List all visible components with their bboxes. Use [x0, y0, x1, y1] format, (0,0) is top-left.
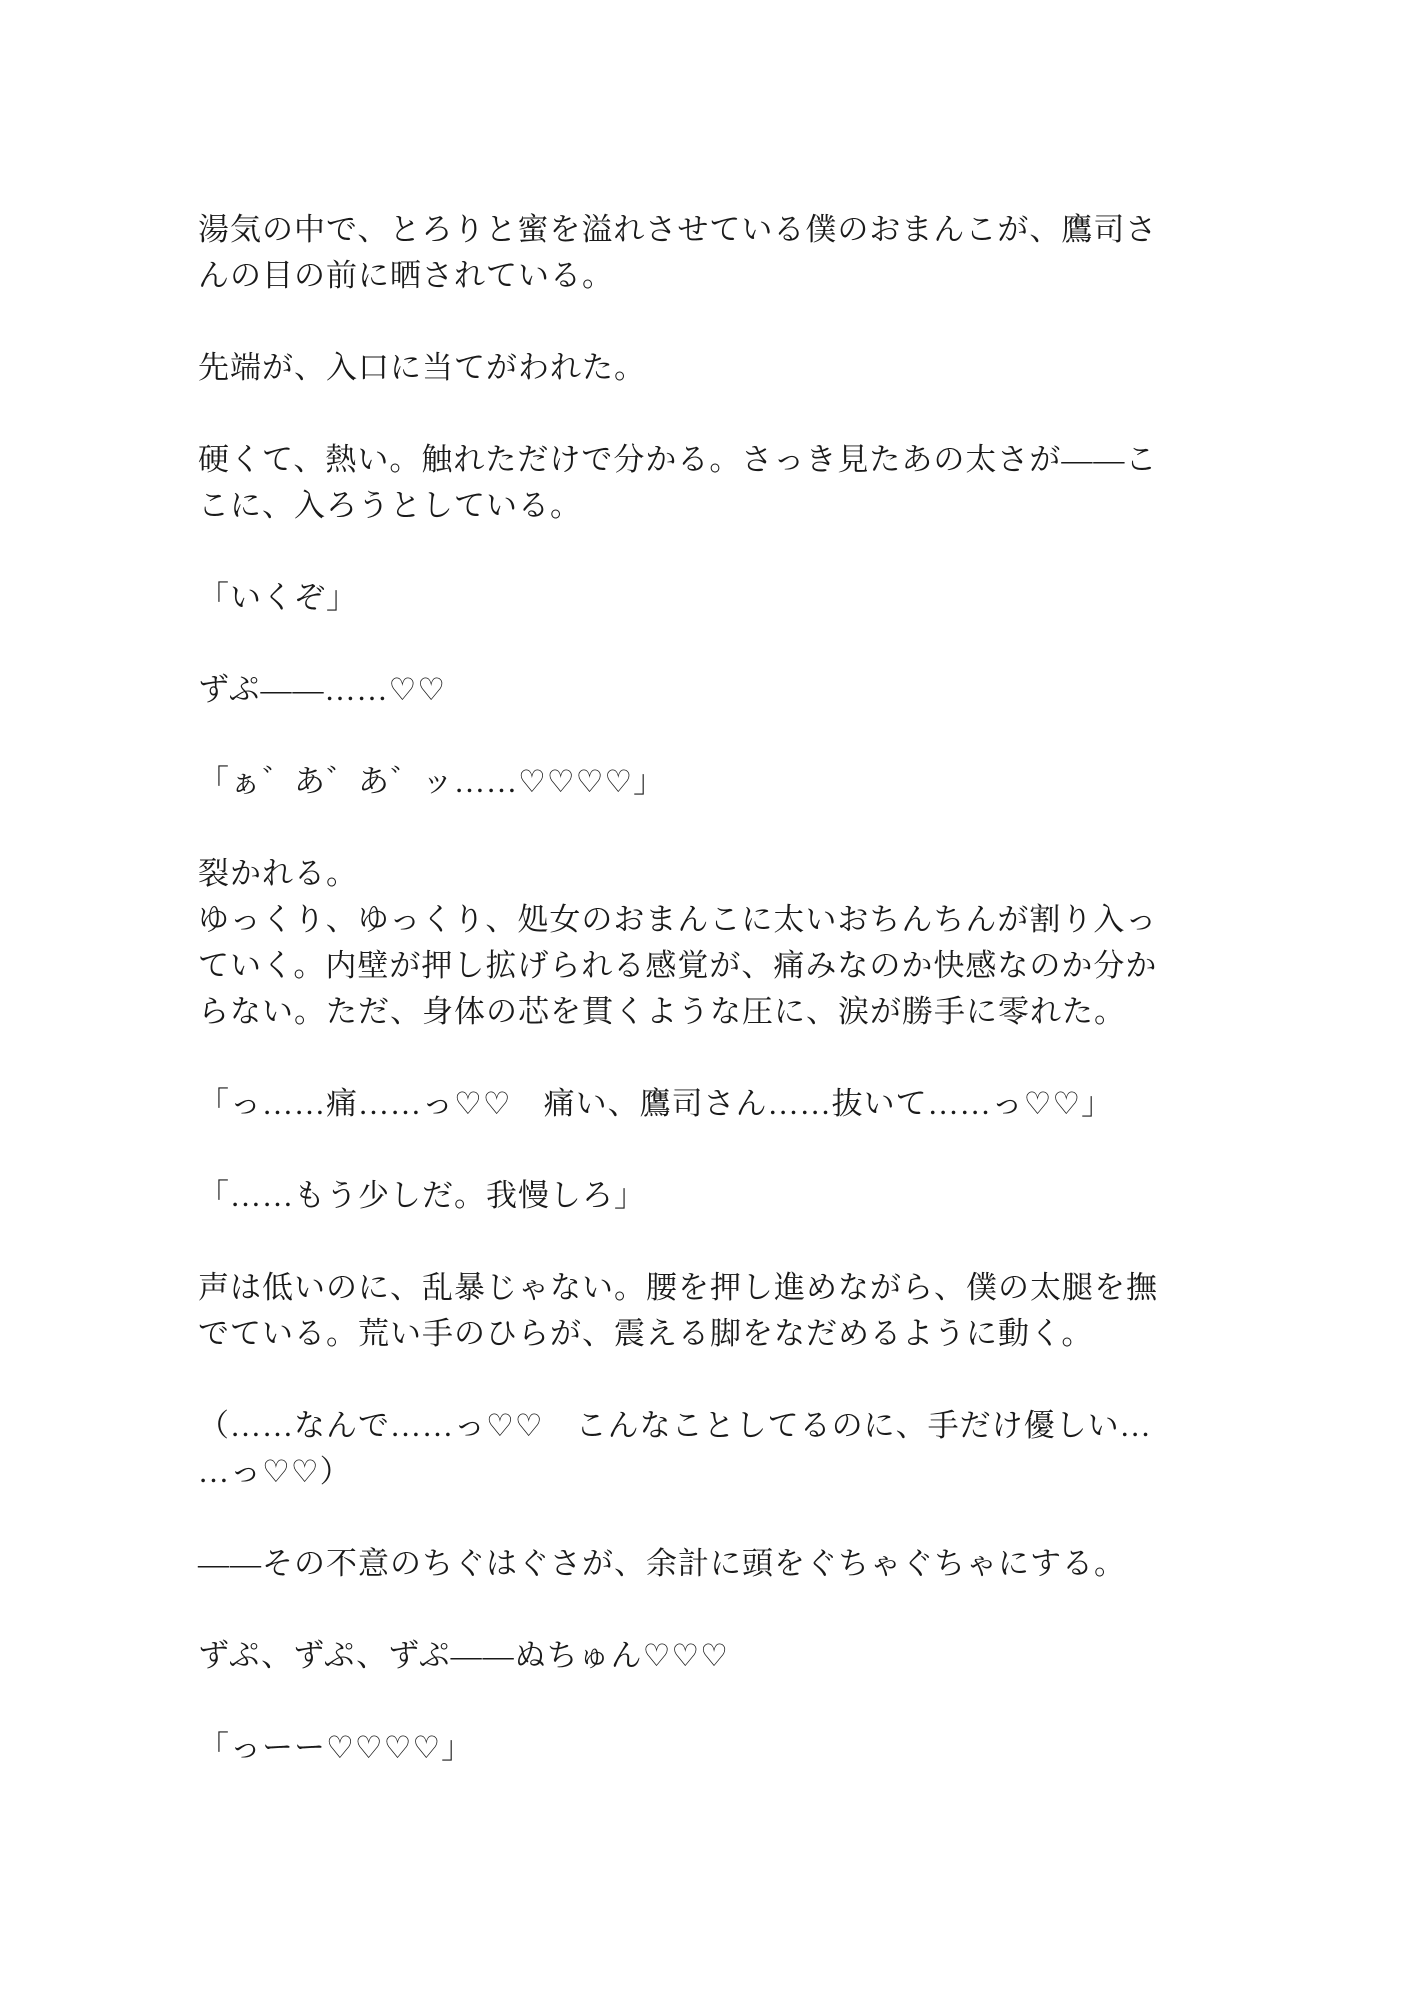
- paragraph: [198, 345, 1180, 391]
- paragraph: [198, 1265, 1180, 1357]
- text-line: 「いくぞ」: [198, 580, 358, 615]
- paragraph: [198, 1403, 1180, 1495]
- paragraph: [198, 1725, 1180, 1771]
- text-line: 「ぁ゛あ゛あ゛ッ……♡♡♡♡」: [198, 764, 666, 799]
- text-line: （……なんで……っ♡♡ こんなことしてるのに、手だけ優しい…: [198, 1408, 1152, 1443]
- text-line: 先端が、入口に当てがわれた。: [198, 350, 646, 385]
- text-line: ——その不意のちぐはぐさが、余計に頭をぐちゃぐちゃにする。: [198, 1546, 1126, 1581]
- paragraph: [198, 1081, 1180, 1127]
- text-line: 硬くて、熱い。触れただけで分かる。さっき見たあの太さが——こ: [198, 442, 1158, 477]
- text-line: んの目の前に晒されている。: [198, 258, 614, 293]
- text-line: 湯気の中で、とろりと蜜を溢れさせている僕のおまんこが、鷹司さ: [198, 212, 1158, 247]
- text-line: ずぷ——……♡♡: [198, 672, 447, 707]
- paragraph: [198, 759, 1180, 805]
- text-line: 「……もう少しだ。我慢しろ」: [198, 1178, 646, 1213]
- text-line: こに、入ろうとしている。: [198, 488, 582, 523]
- paragraph: [198, 1633, 1180, 1679]
- paragraph: [198, 575, 1180, 621]
- text-line: ゆっくり、ゆっくり、処女のおまんこに太いおちんちんが割り入っ: [198, 902, 1158, 937]
- text-line: らない。ただ、身体の芯を貫くような圧に、涙が勝手に零れた。: [198, 994, 1126, 1029]
- paragraph: [198, 1541, 1180, 1587]
- paragraph: [198, 437, 1180, 529]
- paragraph: [198, 851, 1180, 1035]
- text-line: 声は低いのに、乱暴じゃない。腰を押し進めながら、僕の太腿を撫: [198, 1270, 1158, 1305]
- paragraph: [198, 207, 1180, 299]
- text-line: ずぷ、ずぷ、ずぷ——ぬちゅん♡♡♡: [198, 1638, 729, 1673]
- text-line: …っ♡♡）: [198, 1454, 352, 1489]
- text-line: 裂かれる。: [198, 856, 358, 891]
- text-line: ていく。内壁が押し拡げられる感覚が、痛みなのか快感なのか分か: [198, 948, 1158, 983]
- text-line: 「っ……痛……っ♡♡ 痛い、鷹司さん……抜いて……っ♡♡」: [198, 1086, 1114, 1121]
- paragraph: [198, 667, 1180, 713]
- paragraph: [198, 1173, 1180, 1219]
- text-line: 「っーー♡♡♡♡」: [198, 1730, 474, 1765]
- text-line: でている。荒い手のひらが、震える脚をなだめるように動く。: [198, 1316, 1094, 1351]
